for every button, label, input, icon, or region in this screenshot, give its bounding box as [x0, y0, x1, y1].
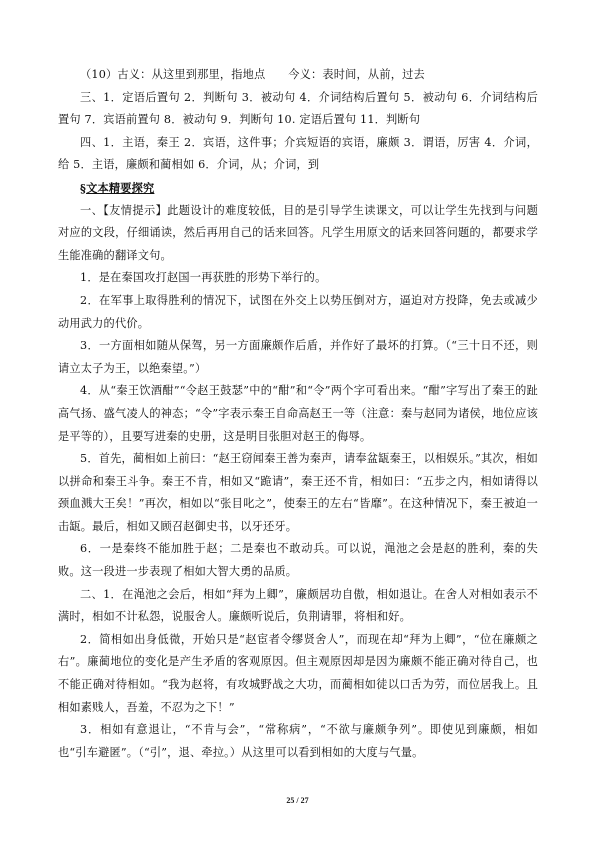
paragraph-answer-1: 1．是在秦国攻打赵国一再获胜的形势下举行的。 [80, 271, 327, 285]
paragraph-answer-5: 5．首先，蔺相如上前曰：“赵王窃闻秦王善为秦声，请奉盆缻秦王，以相娱乐。”其次，相如以拼命和秦王斗争。秦王不肯，相如又“跪请”，秦王还不肯，相如曰：“五步之内，相如请得以颈血溅大王矣！”再次，相如以“张目叱之”，使秦王的左右“皆靡”。在这种情况下，秦王被迫一击缻。最后，相如又顾召赵御史书，以牙还牙。 [58, 452, 538, 533]
paragraph-part2-answer-1: 二、1．在渑池之会后，相如“拜为上卿”，廉颇居功自傲，相如退让。在舍人对相如表示不满时，相如不计私怨，说服舍人。廉颇听说后，负荆请罪，将相和好。 [58, 587, 538, 624]
paragraph-part2-answer-2: 2．简相如出身低微，开始只是“赵宦者令缪贤舍人”，而现在却“拜为上卿”，“位在廉颇之右”。廉蔺地位的变化是产生矛盾的客观原因。但主观原因却是因为廉颇不能正确对待自己，也不能正确对待相如。“我为赵将，有攻城野战之大功，而蔺相如徒以口舌为劳，而位居我上。且相如素贱人，吾羞，不忍为之下！” [58, 632, 538, 714]
paragraph-answer-3: 3．一方面相如随从保驾，另一方面廉颇作后盾，并作好了最坏的打算。（“三十日不还，则请立太子为王，以绝秦望。”） [58, 339, 538, 375]
paragraph-sentence-components: 四、1．主语，秦王 2．宾语，这件事；介宾短语的宾语，廉颇 3．谓语，厉害 4．介词，给 5．主语，廉颇和蔺相如 6．介词，从；介词，到 [58, 135, 538, 172]
section-title: 文本精要探究 [86, 180, 155, 195]
paragraph-answer-6: 6．一是秦终不能加胜于赵；二是秦也不敢动兵。可以说，渑池之会是赵的胜利，秦的失败。这一段进一步表现了相如大智大勇的品质。 [58, 542, 538, 579]
paragraph-answer-4: 4．从“秦王饮酒酣”“令赵王鼓瑟”中的“酣”和“令”两个字可看出来。“酣”字写出了秦王的趾高气扬、盛气凌人的神态；“令”字表示秦王自命高赵王一等（注意：秦与赵同为诸侯，地位应该是平等的），且要写进秦的史册，这是明目张胆对赵王的侮辱。 [58, 384, 538, 443]
paragraph-answer-2: 2．在军事上取得胜利的情况下，试图在外交上以势压倒对方，逼迫对方投降，免去或减少动用武力的代价。 [58, 293, 538, 330]
paragraph-gujin-yi: （10）古义：从这里到那里，指地点 今义：表时间，从前，过去 [80, 68, 425, 81]
page-number: 25 / 27 [286, 796, 309, 805]
document-body [58, 64, 538, 764]
section-heading [58, 177, 538, 200]
section-mark: § [80, 180, 87, 195]
paragraph-tip: 一、【友情提示】此题设计的难度较低，目的是引导学生读课文，可以让学生先找到与问题对应的文段，仔细诵读，然后再用自己的话来回答。凡学生用原文的话来回答问题的，都要求学生能准确的翻译文句。 [58, 203, 538, 262]
paragraph-part2-answer-3: 3．相如有意退让，“不肯与会”，“常称病”，“不欲与廉颇争列”。即使见到廉颇，相如也“引车避匿”。（“引”，退、牵拉。）从这里可以看到相如的大度与气量。 [58, 723, 538, 759]
paragraph-sentence-types: 三、1．定语后置句 2．判断句 3．被动句 4．介词结构后置句 5．被动句 6．介词结构后置句 7．宾语前置句 8．被动句 9．判断句 10. 定语后置句 11．判断句 [58, 90, 538, 127]
